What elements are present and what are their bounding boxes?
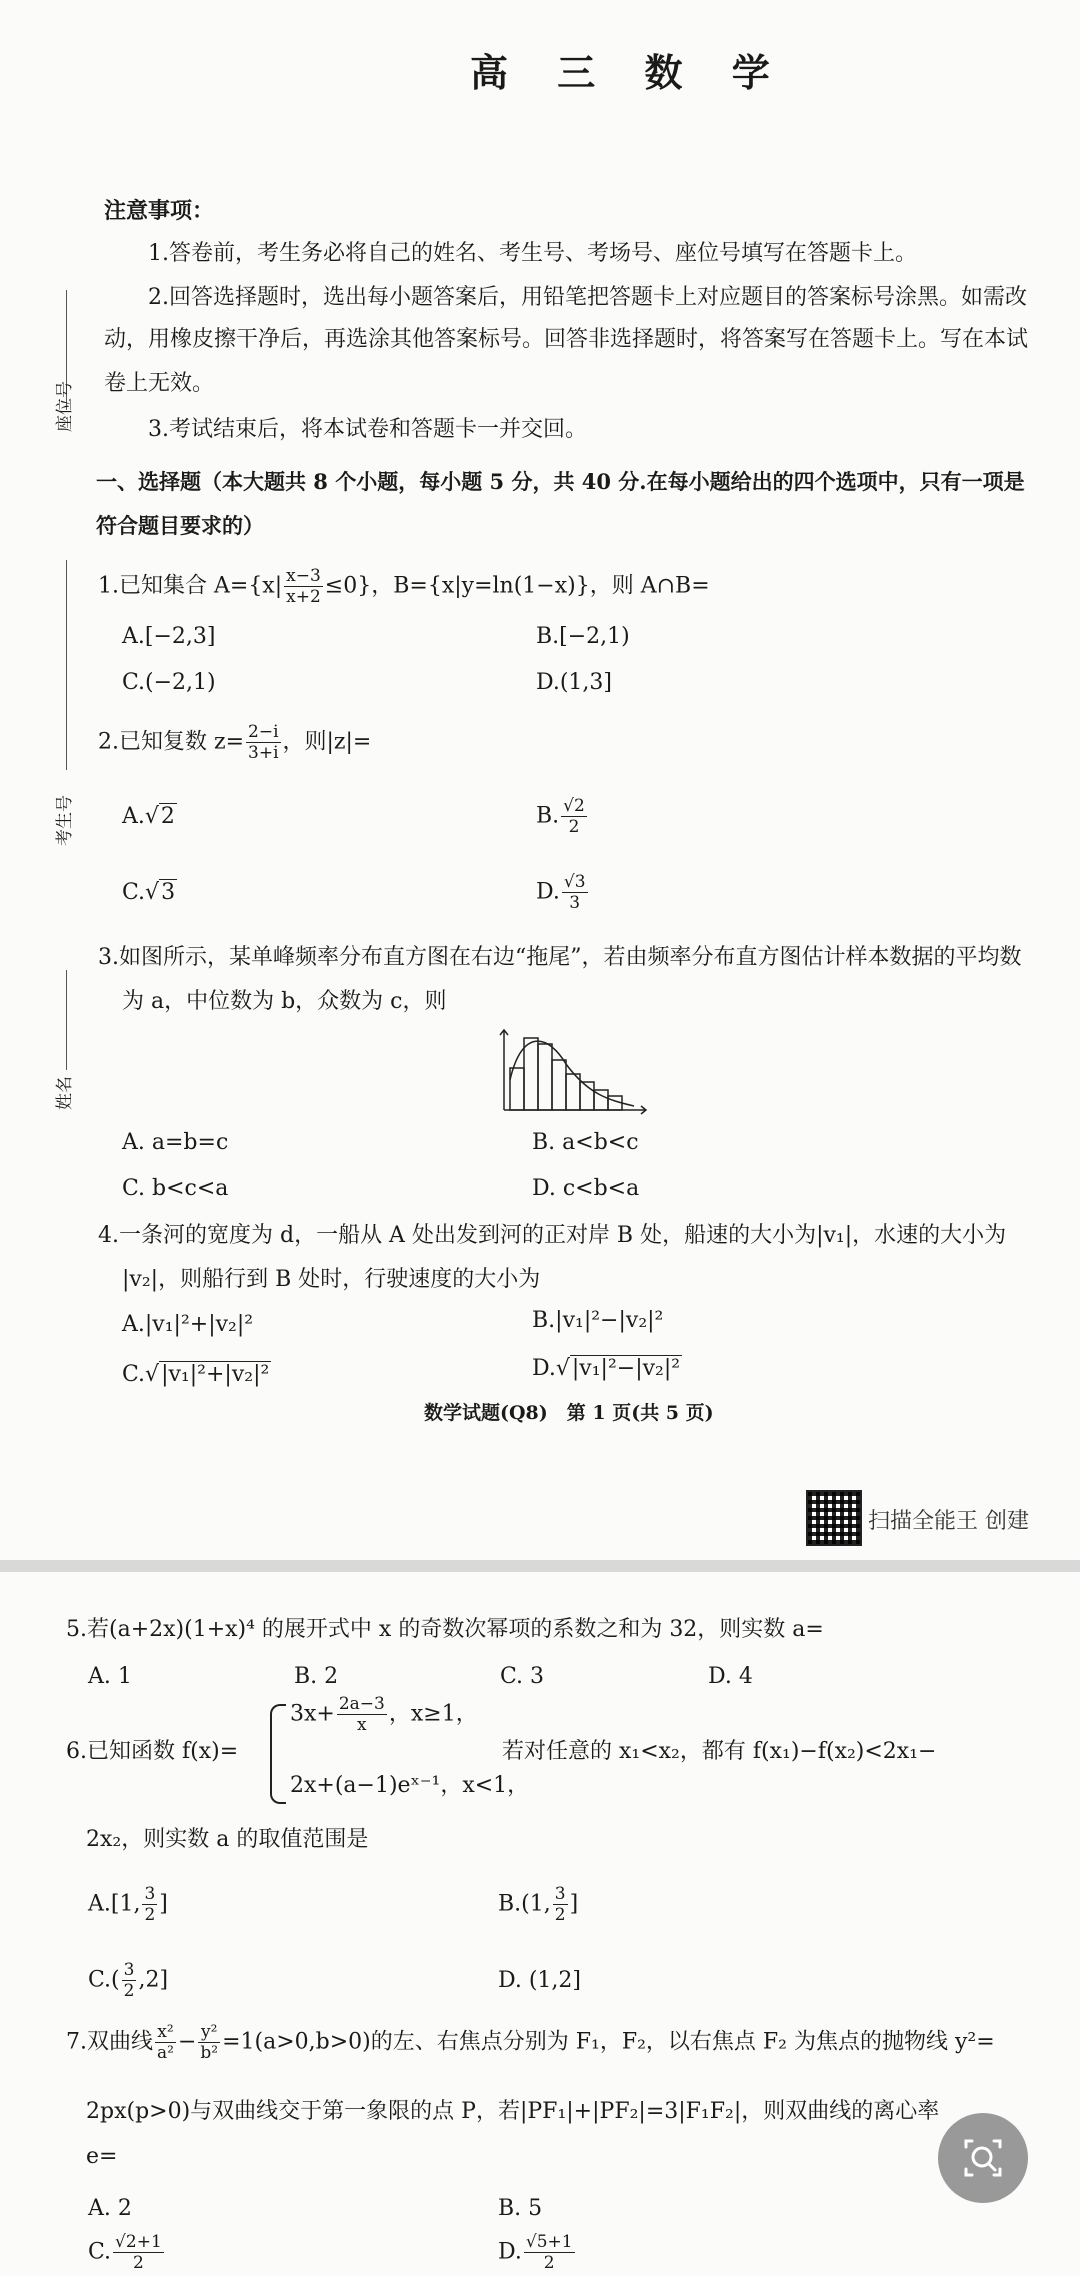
question-7-line2: 2px(p>0)与双曲线交于第一象限的点 P，若|PF₁|+|PF₂|=3|F₁F₂|，则双曲线的离心率 — [86, 2099, 940, 2124]
question-6-line2: 2x₂，则实数 a 的取值范围是 — [86, 1827, 369, 1852]
q3-option-a: A. a=b=c — [122, 1130, 229, 1155]
page-separator — [0, 1560, 1080, 1572]
q2-option-d: D. $\frac{√3}{3}$ — [536, 872, 586, 913]
page-footer: 数学试题(Q8) 第 1 页(共 5 页) — [424, 1402, 714, 1424]
q6-option-c: C.( $\frac{3}{2}$ ,2] — [88, 1960, 169, 2001]
q5-option-b: B. 2 — [294, 1664, 339, 1689]
notice-item: 动，用橡皮擦干净后，再选涂其他答案标号。回答非选择题时，将答案写在答题卡上。写在本试 — [104, 327, 1029, 352]
notice-item: 1.答卷前，考生务必将自己的姓名、考生号、考场号、座位号填写在答题卡上。 — [148, 241, 917, 266]
q1-option-b: B.[−2,1) — [536, 624, 630, 649]
q3-option-c: C. b<c<a — [122, 1176, 229, 1201]
question-3-line2: 为 a，中位数为 b，众数为 c，则 — [122, 989, 447, 1014]
q6-option-d: D. (1,2] — [498, 1968, 581, 1993]
question-1-stem: 1.已知集合 A={x| $\frac{x-3}{x+2}$ ≤0}，B={x|y=ln(1−x)}，则 A∩B= — [98, 566, 710, 607]
exam-page-2 — [0, 1572, 1080, 2276]
q5-option-a: A. 1 — [88, 1664, 132, 1689]
binding-line — [66, 970, 67, 1070]
q5-option-d: D. 4 — [708, 1664, 753, 1689]
q4-option-b: B.|v₁|²−|v₂|² — [532, 1308, 664, 1333]
q2-option-c: C.√3 — [122, 880, 176, 905]
notice-item: 3.考试结束后，将本试卷和答题卡一并交回。 — [148, 417, 587, 442]
q2-option-a: A.√2 — [122, 804, 175, 829]
q4-option-c: C.√|v₁|²+|v₂|² — [122, 1362, 270, 1387]
page-title: 高 三 数 学 — [470, 50, 788, 95]
lens-search-icon — [938, 2113, 1028, 2203]
q4-option-d: D.√|v₁|²−|v₂|² — [532, 1356, 681, 1381]
q7-option-b: B. 5 — [498, 2196, 543, 2221]
notice-item: 卷上无效。 — [104, 371, 215, 396]
q7-option-d: D. $\frac{√5+1}{2}$ — [498, 2232, 573, 2273]
image-search-button[interactable] — [938, 2113, 1028, 2203]
notice-heading: 注意事项： — [104, 198, 215, 224]
section-heading: 一、选择题（本大题共 8 个小题，每小题 5 分，共 40 分.在每小题给出的四个选项中，只有一项是 — [96, 469, 1025, 494]
side-label-name: 姓名 — [55, 1076, 75, 1110]
piecewise-brace — [270, 1704, 286, 1804]
notice-item: 2.回答选择题时，选出每小题答案后，用铅笔把答题卡上对应题目的答案标号涂黑。如需改 — [148, 285, 1027, 310]
question-2-stem: 2.已知复数 z= $\frac{2-i}{3+i}$ ，则|z|= — [98, 722, 372, 763]
question-6-lhs: 6.已知函数 f(x)= — [66, 1739, 239, 1764]
side-label-exam-no: 考生号 — [55, 795, 75, 846]
q6-option-b: B.(1, $\frac{3}{2}$ ] — [498, 1884, 579, 1925]
q3-option-b: B. a<b<c — [532, 1130, 639, 1155]
q6-case-1: 3x+ $\frac{2a-3}{x}$ ，x≥1， — [290, 1694, 478, 1735]
q1-option-c: C.(−2,1) — [122, 670, 216, 695]
q1-option-d: D.(1,3] — [536, 670, 613, 695]
question-5-stem: 5.若(a+2x)(1+x)⁴ 的展开式中 x 的奇数次幂项的系数之和为 32，则实数 a= — [66, 1617, 824, 1642]
q6-option-a: A.[1, $\frac{3}{2}$ ] — [88, 1884, 168, 1925]
q6-case-2: 2x+(a−1)eˣ⁻¹，x<1， — [290, 1773, 530, 1798]
q7-option-a: A. 2 — [88, 2196, 132, 2221]
question-7-line3: e= — [86, 2144, 118, 2169]
question-6-condition: 若对任意的 x₁<x₂，都有 f(x₁)−f(x₂)<2x₁− — [502, 1739, 937, 1764]
q2-option-b: B. $\frac{√2}{2}$ — [536, 796, 585, 837]
question-7-stem: 7.双曲线 $\frac{\text{x²}}{\text{a²}}$ − $\frac{\text{y²}}{\text{b²}}$ =1(a>0,b>0)的左、右焦点分别为 F₁，F₂，以右焦点 F₂ 为焦点的抛物线 y²= — [66, 2022, 995, 2063]
q4-option-a: A.|v₁|²+|v₂|² — [122, 1312, 254, 1337]
side-label-seat: 座位号 — [55, 381, 75, 432]
question-3-line1: 3.如图所示，某单峰频率分布直方图在右边“拖尾”，若由频率分布直方图估计样本数据的平均数 — [98, 945, 1022, 970]
q3-option-d: D. c<b<a — [532, 1176, 640, 1201]
q7-option-c: C. $\frac{√2+1}{2}$ — [88, 2232, 162, 2273]
q1-option-a: A.[−2,3] — [122, 624, 216, 649]
scanner-watermark: 扫描全能王 创建 — [868, 1509, 1029, 1534]
q5-option-c: C. 3 — [500, 1664, 545, 1689]
qr-code-icon — [806, 1490, 862, 1546]
section-heading-cont: 符合题目要求的） — [96, 513, 264, 538]
question-4-line1: 4.一条河的宽度为 d，一船从 A 处出发到河的正对岸 B 处，船速的大小为|v₁|，水速的大小为 — [98, 1223, 1007, 1248]
binding-line — [66, 560, 67, 770]
histogram-figure — [496, 1024, 652, 1116]
question-4-line2: |v₂|，则船行到 B 处时，行驶速度的大小为 — [122, 1267, 541, 1292]
